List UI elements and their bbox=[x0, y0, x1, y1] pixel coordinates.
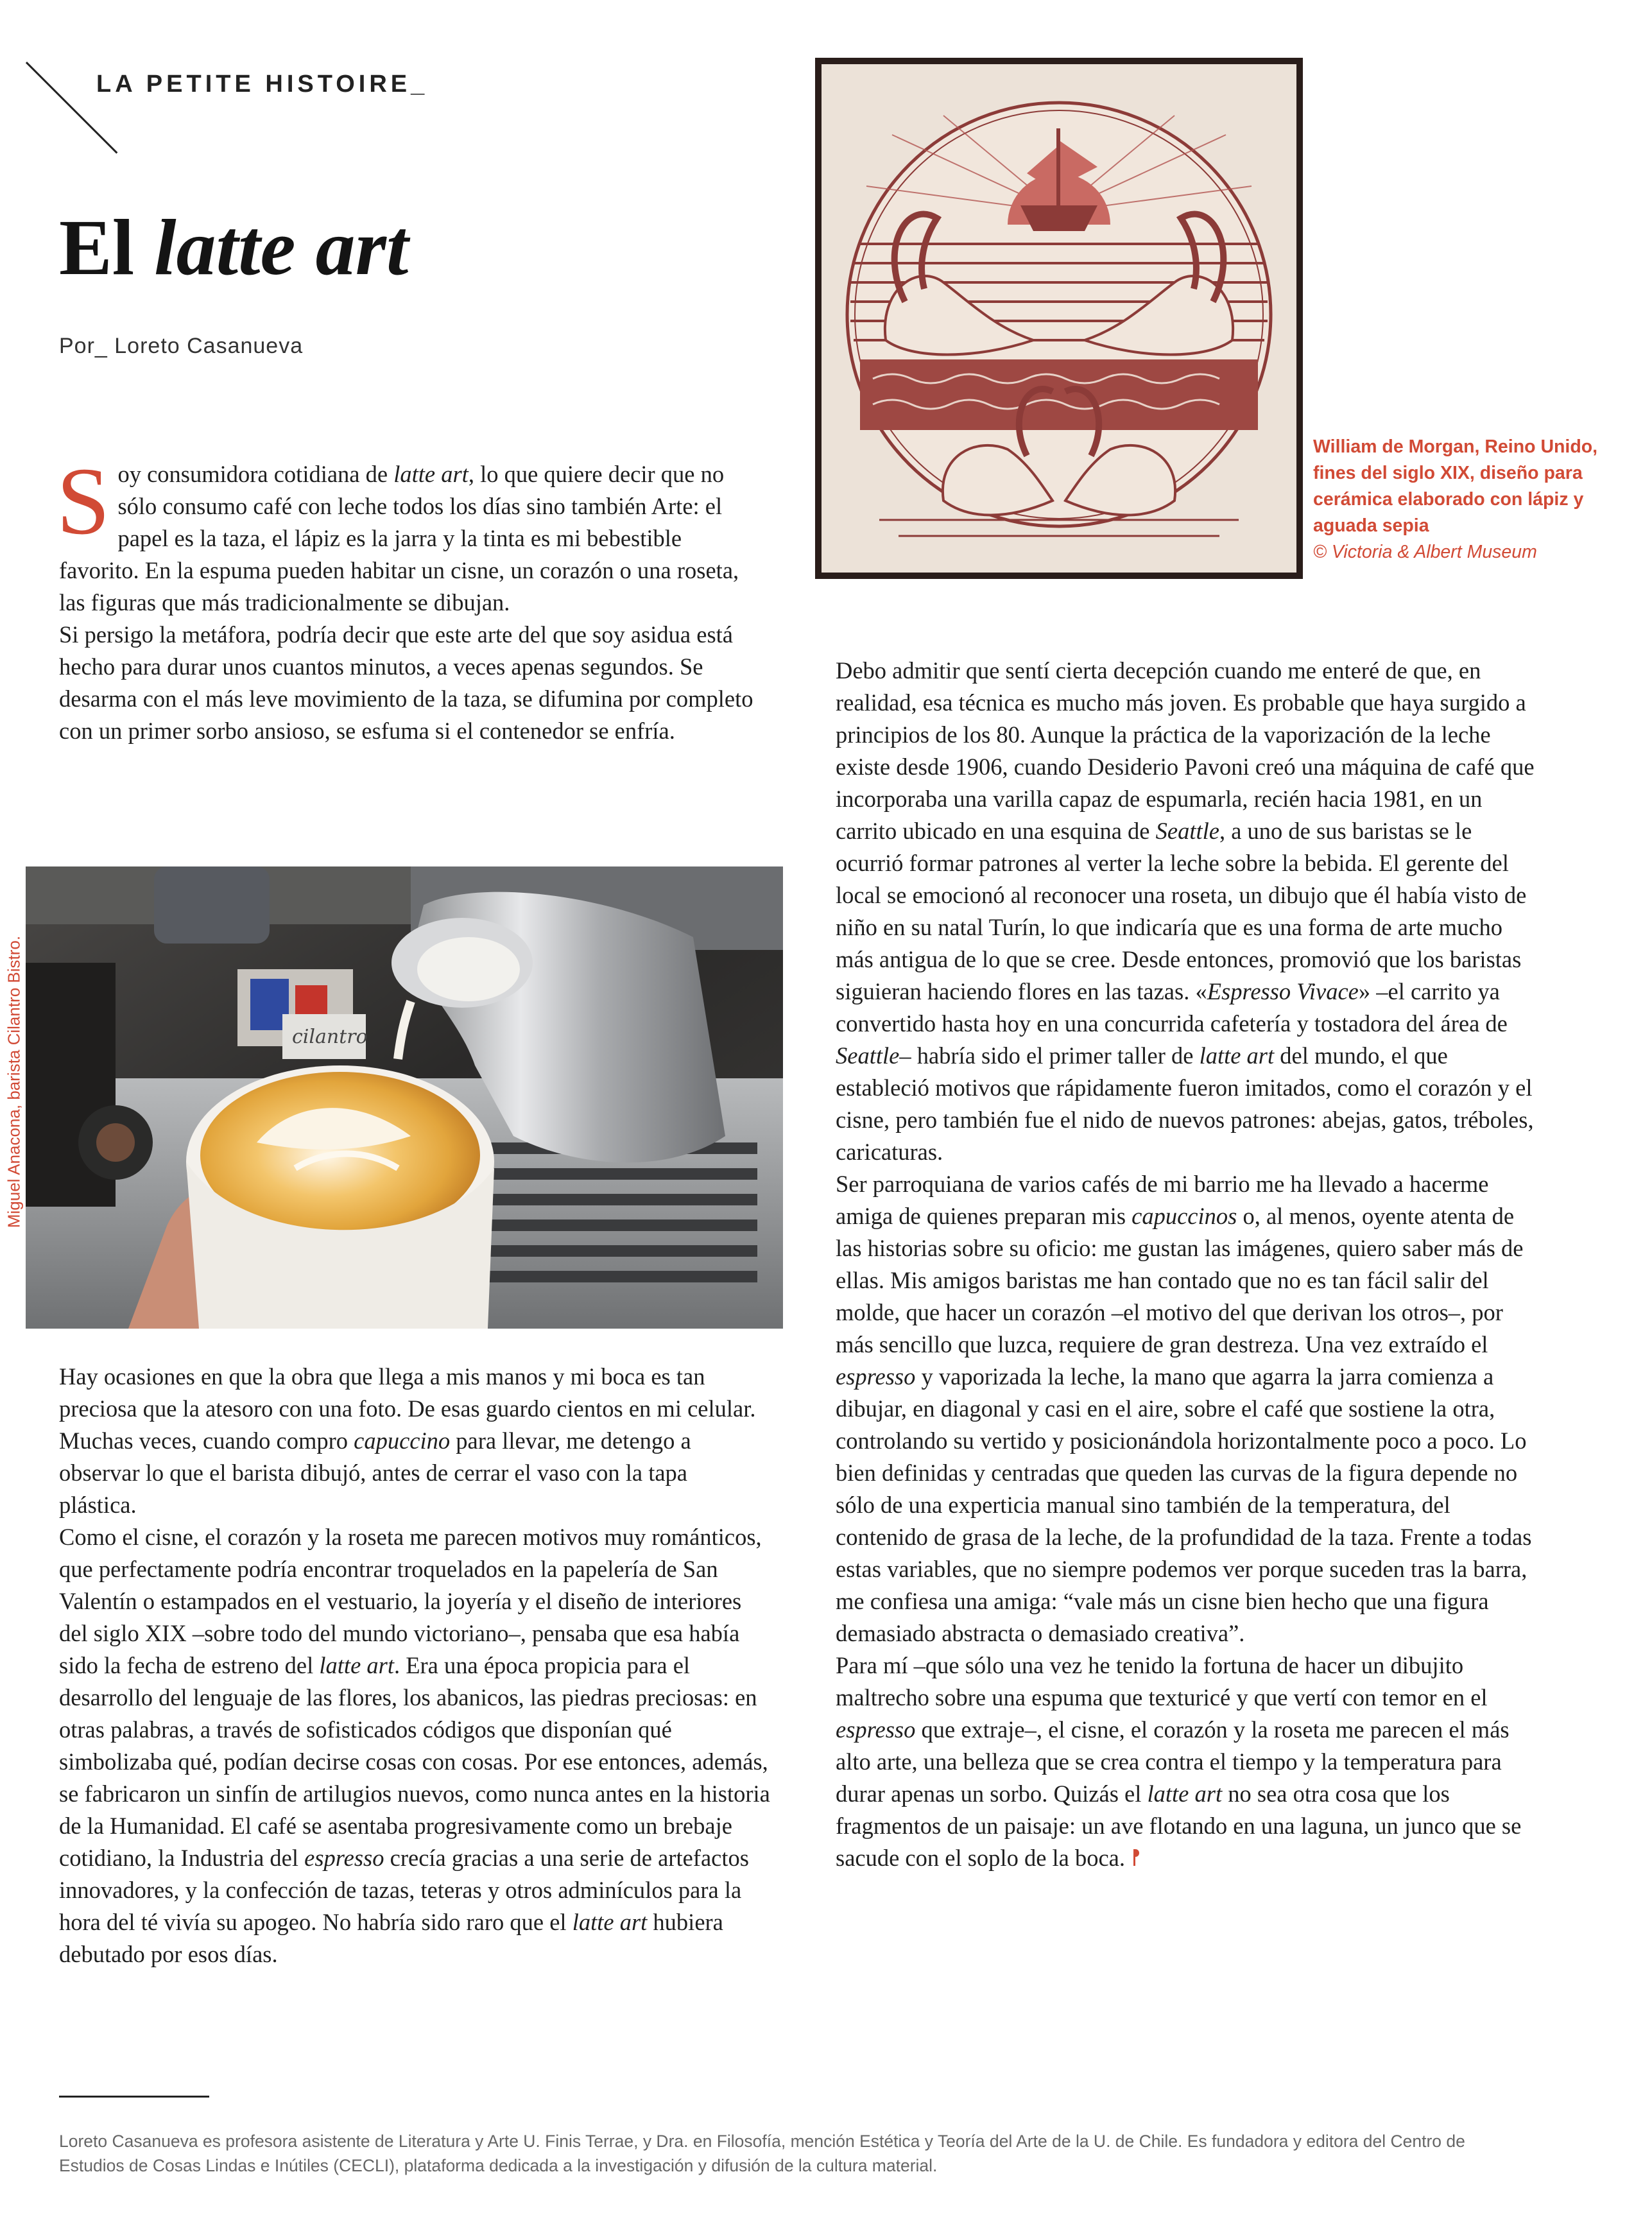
text-run-italic: espresso bbox=[836, 1716, 916, 1743]
paragraph-4 bbox=[59, 1521, 770, 1970]
text-run-italic: Seattle bbox=[1155, 818, 1219, 844]
intro-text bbox=[56, 448, 765, 747]
text-run-italic: latte art bbox=[1147, 1780, 1223, 1807]
text-run-italic: espresso bbox=[836, 1363, 916, 1390]
text-run-italic: latte art bbox=[572, 1909, 648, 1935]
end-mark-icon bbox=[1131, 1848, 1142, 1867]
caption-source: © Victoria & Albert Museum bbox=[1313, 542, 1537, 562]
right-column-text bbox=[836, 655, 1540, 1874]
footnote-rule bbox=[59, 2096, 209, 2098]
text-run-italic: Seattle bbox=[836, 1042, 900, 1069]
text-run: del mundo, el que estableció motivos que rápidamente fueron imitados, como el corazón y el cisne, pero también fue el nido de nuevos patrones: abejas, gatos, tréboles, caricaturas. bbox=[836, 1042, 1534, 1165]
text-run: crecía gracias a una serie de artefactos innovadores, y la confección de tazas, teteras y otros adminículos para la hora del té vivía su apogeo. No habría sido raro que el bbox=[59, 1845, 749, 1935]
text-run: y vaporizada la leche, la mano que agarra la jarra comienza a dibujar, en diagonal y casi en el aire, sobre el café que sostiene la otra, controlando su vertido y posicionándola horizontalmente poco a poco. Lo bien definidas y centradas que queden las curvas de la figura depende no sólo de una experticia manual sino también de la temperatura, del contenido de grasa de la leche, de la profundidad de la taza. Frente a todas estas variables, que no siempre podemos ver porque suceden tras la barra, me confiesa una amiga: “vale más un cisne bien hecho que una figura demasiado abstracta o demasiado creativa”. bbox=[836, 1363, 1532, 1646]
cup-label: cilantro bbox=[292, 1026, 368, 1048]
text-run-italic: latte art bbox=[319, 1652, 394, 1678]
title-italic: latte art bbox=[154, 203, 409, 291]
text-run: hubiera debutado por esos días. bbox=[59, 1909, 723, 1967]
text-run-italic: latte art bbox=[1199, 1042, 1275, 1069]
text-run: Debo admitir que sentí cierta decepción cuando me enteré de que, en realidad, esa técnica es mucho más joven. Es probable que haya surgido a principios de los 80. Aunque la práctica de la vaporización de la leche existe desde 1906, cuando Desiderio Pavoni creó una máquina de café que incorporaba una varilla capaz de espumarla, recién hacia 1981, en un carrito ubicado en una esquina de bbox=[836, 657, 1535, 844]
photo-credit: Miguel Anacona, barista Cilantro Bistro. bbox=[4, 935, 24, 1228]
text-run-italic: espresso bbox=[304, 1845, 384, 1871]
intro-paragraph-1 bbox=[56, 448, 765, 619]
text-run-italic: capuccinos bbox=[1131, 1203, 1237, 1229]
intro-paragraph-2: Si persigo la metáfora, podría decir que este arte del que soy asidua está hecho para durar unos cuantos minutos, a veces apenas segundos. Se desarma con el más leve movimiento de la taza, se difumina por completo con un primer sorbo ansioso, se esfuma si el contenedor se enfría. bbox=[59, 621, 753, 744]
text-run: Hay ocasiones en que la obra que llega a mis manos y mi boca es tan preciosa que la atesoro con una foto. De esas guardo cientos en mi celular. Muchas veces, cuando compro bbox=[59, 1363, 756, 1454]
text-run: Ser parroquiana de varios cafés de mi barrio me ha llevado a hacerme amiga de quienes preparan mis bbox=[836, 1171, 1489, 1229]
paragraph-6 bbox=[836, 1168, 1540, 1650]
text-run-italic: capuccino bbox=[354, 1427, 451, 1454]
latte-pour-illustration bbox=[26, 866, 783, 1329]
paragraph-7 bbox=[836, 1650, 1540, 1874]
text-run: , lo que quiere decir que no sólo consumo café con leche todos los días sino también Arte: el papel es la taza, el lápiz es la jarra y la tinta es mi bebestible favorito. En la espuma pueden habitar un cisne, un corazón o una roseta, las figuras que más tradicionalmente se dibujan. bbox=[59, 461, 739, 616]
caption-text: William de Morgan, Reino Unido, fines del siglo XIX, diseño para cerámica elaborado con lápiz y aguada sepia bbox=[1313, 436, 1598, 536]
title-plain: El bbox=[59, 203, 155, 291]
text-run: – habría sido el primer taller de bbox=[899, 1042, 1200, 1069]
text-run-italic: Espresso Vivace bbox=[1207, 978, 1359, 1004]
text-run: para llevar, me detengo a observar lo que el barista dibujó, antes de cerrar el vaso con la tapa plástica. bbox=[59, 1427, 691, 1518]
byline: Por_ Loreto Casanueva bbox=[59, 334, 304, 358]
de-morgan-artwork bbox=[815, 58, 1303, 579]
text-run: , a uno de sus baristas se le ocurrió formar patrones al verter la leche sobre la bebida. El gerente del local se emocionó al reconocer una roseta, un dibujo que él había visto de niño en su natal Turín, lo que indicaría que es una forma de arte mucho más antigua de lo que se cree. Desde entonces, promovió que los baristas siguieran haciendo flores en las tazas. « bbox=[836, 818, 1527, 1004]
text-run: Para mí –que sólo una vez he tenido la fortuna de hacer un dibujito maltrecho sobre una espuma que texturicé y que vertí con temor en el bbox=[836, 1652, 1488, 1711]
left-column-text bbox=[59, 1361, 770, 1970]
text-run: » –el carrito ya convertido hasta hoy en una concurrida cafetería y tostadora del área de bbox=[836, 978, 1508, 1037]
text-run: Como el cisne, el corazón y la roseta me parecen motivos muy románticos, que perfectamente podría encontrar troquelados en la papelería de San Valentín o estampados en el vestuario, la joyería y el diseño de interiores del siglo XIX –sobre todo del mundo victoriano–, pensaba que esa había sido la fecha de estreno del bbox=[59, 1524, 762, 1678]
text-run: . Era una época propicia para el desarrollo del lenguaje de las flores, los abanicos, las piedras preciosas: en otras palabras, a través de sofisticados códigos que disponían qué simbolizaba qué, podían decirse cosas con cosas. Por ese entonces, además, se fabricaron un sinfín de artilugios nuevos, como nunca antes en la historia de la Humanidad. El café se asentaba progresivamente como un brebaje cotidiano, la Industria del bbox=[59, 1652, 770, 1871]
drop-cap: S bbox=[56, 448, 110, 555]
artwork-caption bbox=[1313, 434, 1634, 565]
text-run: oy consumidora cotidiana de bbox=[117, 461, 394, 487]
text-run: o, al menos, oyente atenta de las historias sobre su oficio: me gustan las imágenes, quiero saber más de ellas. Mis amigos baristas me han contado que no es tan fácil salir del molde, que hacer un corazón –el motivo del que derivan los otros–, por más sencillo que luzca, requiere de gran destreza. Una vez extraído el bbox=[836, 1203, 1524, 1358]
paragraph-5 bbox=[836, 655, 1540, 1168]
text-run-italic: latte art bbox=[393, 461, 469, 487]
paragraph-3 bbox=[59, 1361, 770, 1521]
swan-ship-illustration bbox=[815, 58, 1303, 579]
text-run: que extraje–, el cisne, el corazón y la roseta me parecen el más alto arte, una belleza que se crea contra el tiempo y la temperatura para durar apenas un sorbo. Quizás el bbox=[836, 1716, 1510, 1807]
latte-pour-photo bbox=[26, 866, 783, 1329]
section-label: LA PETITE HISTOIRE_ bbox=[96, 71, 429, 98]
author-footnote: Loreto Casanueva es profesora asistente de Literatura y Arte U. Finis Terrae, y Dra. en Filosofía, mención Estética y Teoría del Arte de la U. de Chile. Es fundadora y editora del Centro de Estudios de Cosas Lindas e Inútiles (CECLI), plataforma dedicada a la investigación y difusión de la cultura material. bbox=[59, 2132, 1465, 2175]
text-run: no sea otra cosa que los fragmentos de un paisaje: un ave flotando en una laguna, un junco que se sacude con el soplo de la boca. bbox=[836, 1780, 1522, 1871]
article-title bbox=[59, 204, 408, 291]
